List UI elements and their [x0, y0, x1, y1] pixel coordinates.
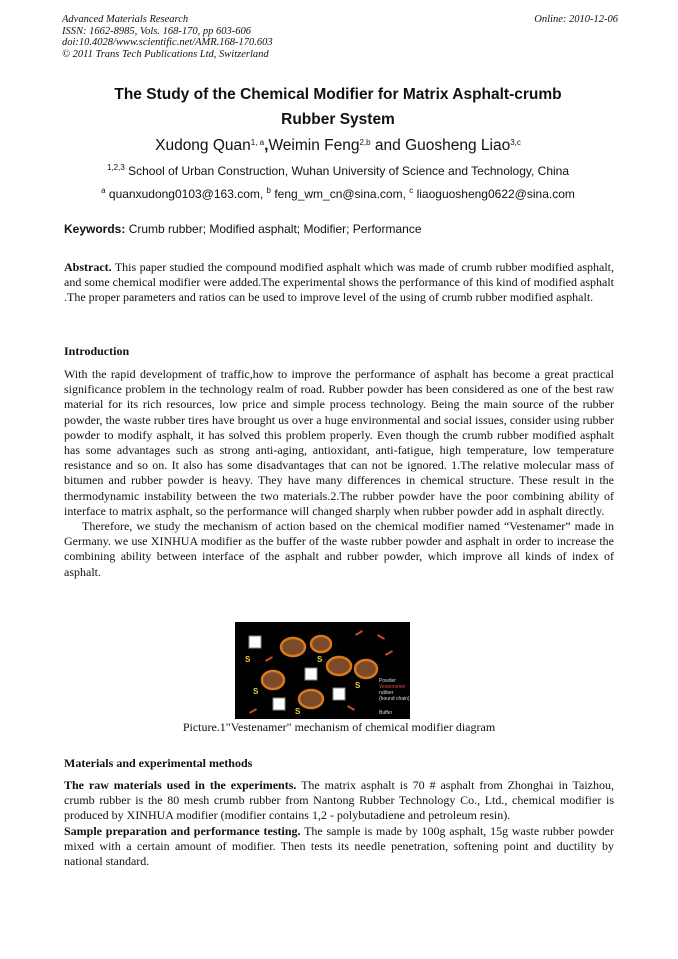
author-2-name: Weimin Feng: [268, 137, 360, 154]
modifier-square: [333, 688, 345, 700]
issn-line: ISSN: 1662-8985, Vols. 168-170, pp 603-606: [62, 25, 251, 37]
affiliation: [62, 163, 614, 178]
mechanism-diagram: [235, 622, 410, 719]
author-emails: [62, 186, 614, 201]
author-3-marker: 3,c: [510, 138, 521, 147]
paper-title: [62, 82, 614, 132]
abstract: [64, 260, 614, 306]
abstract-label: Abstract.: [64, 260, 112, 274]
rubber-particle: [355, 660, 377, 678]
raw-materials-label: The raw materials used in the experiments.: [64, 778, 297, 792]
methods-body: [64, 778, 614, 869]
introduction-body: [64, 367, 614, 580]
introduction-paragraph-1: With the rapid development of traffic,how to improve the performance of asphalt has become a great practical significance problem in the technology realm of road. Rubber powder has been considered as one of the best raw material for its rich resources, low price and simple process technology. Being the main source of the rubber powder, the waste rubber tires have brought us over a huge environmental and social issues, consider using rubber powder to modify asphalt, it has solved this problem properly. Even though the crumb rubber modified asphalt has some advantages such as strong anti-aging, antioxidant, anti-fatigue, high temperature, low temperature resistance and so on. It also has some disadvantages that can not be ignored. 1.The relative molecular mass of bitumen and rubber powder is heavy. They have many differences in chemical structure. These result in the thermodynamic instability between the two materials.2.The rubber powder have the poor combining ability of interface to matrix asphalt, so the performance will changed sharply when rubber powder add in asphalt directly.: [64, 367, 614, 518]
legend-buffer: Buffer: [379, 710, 393, 716]
journal-header: [62, 14, 618, 60]
email-a: quanxudong0103@163.com,: [105, 187, 267, 201]
s-marker: S: [245, 655, 251, 664]
modifier-square: [273, 698, 285, 710]
figure-caption: Picture.1"Vestenamer" mechanism of chemical modifier diagram: [182, 720, 496, 734]
rubber-particle: [311, 636, 331, 652]
author-1-marker: 1, a: [250, 138, 265, 147]
s-marker: S: [355, 681, 361, 690]
s-marker: S: [253, 687, 259, 696]
rubber-particle: [299, 690, 323, 708]
sample-prep-text: The sample is made by 100g asphalt, 15g waste rubber powder mixed with a certain amount of modifier. Then tests its needle penetration, softening point and ductility by national standard.: [64, 823, 614, 869]
s-marker: S: [317, 655, 323, 664]
copyright-line: © 2011 Trans Tech Publications Ltd, Switzerland: [62, 48, 269, 60]
doi-line: doi:10.4028/www.scientific.net/AMR.168-170.603: [62, 37, 273, 48]
email-c-marker: c: [409, 186, 414, 195]
email-a-marker: a: [101, 186, 106, 195]
author-conjunction: and: [370, 137, 406, 154]
introduction-heading: Introduction: [64, 344, 130, 358]
s-marker: S: [295, 707, 301, 716]
email-c: liaoguosheng0622@sina.com: [413, 187, 575, 201]
keywords-label: Keywords:: [64, 222, 126, 236]
rubber-particle: [281, 638, 305, 656]
modifier-square: [249, 636, 261, 648]
sample-prep-label: Sample preparation and performance testing.: [64, 823, 301, 838]
legend-powder: Powder: [379, 678, 396, 684]
journal-name: Advanced Materials Research: [62, 14, 189, 25]
title-line-2: Rubber System: [281, 111, 395, 128]
rubber-particle: [327, 657, 351, 675]
modifier-square: [305, 668, 317, 680]
author-3-name: Guosheng Liao: [405, 137, 511, 154]
author-2-marker: 2,b: [359, 138, 371, 147]
title-line-1: The Study of the Chemical Modifier for Matrix Asphalt-crumb: [114, 86, 562, 103]
keywords-text: Crumb rubber; Modified asphalt; Modifier; Performance: [125, 222, 422, 236]
author-list: [62, 137, 614, 155]
legend-bound-chain: (bound chain): [379, 696, 410, 702]
abstract-text: This paper studied the compound modified asphalt which was made of crumb rubber modified asphalt, and some chemical modifier were added.The experimental shows the performance of this kind of modified asphalt .The proper parameters and ratios can be used to improve level of the using of crumb rubber modified asphalt.: [64, 260, 614, 305]
author-1-name: Xudong Quan: [155, 137, 251, 154]
rubber-particle: [262, 671, 284, 689]
affiliation-marker: 1,2,3: [106, 163, 125, 172]
online-date: Online: 2010-12-06: [534, 14, 618, 25]
legend-rubber: rubber: [379, 690, 394, 696]
email-b-marker: b: [266, 186, 271, 195]
author-separator: ,: [264, 137, 269, 154]
methods-heading: Materials and experimental methods: [64, 756, 253, 770]
legend-vestenamer: Vestenamer: [379, 684, 406, 690]
introduction-paragraph-2: Therefore, we study the mechanism of action based on the chemical modifier named “Vestenamer” made in Germany. we use XINHUA modifier as the buffer of the waste rubber powder and asphalt in order to increase the combining ability between interface of the asphalt and rubber powder, which improve all kinds of index of asphalt.: [64, 519, 614, 579]
mechanism-figure: [235, 622, 410, 719]
email-b: feng_wm_cn@sina.com,: [271, 187, 410, 201]
keywords: [64, 222, 422, 236]
affiliation-text: School of Urban Construction, Wuhan University of Science and Technology, China: [124, 164, 570, 178]
raw-materials-text: The matrix asphalt is 70 # asphalt from Zhonghai in Taizhou, crumb rubber is the 80 mesh crumb rubber from Nantong Rubber Technology Co., Ltd., chemical modifier is produced by XINHUA modifier (modifier contains 1,2 - polybutadiene and petroleum resin).: [64, 778, 614, 823]
